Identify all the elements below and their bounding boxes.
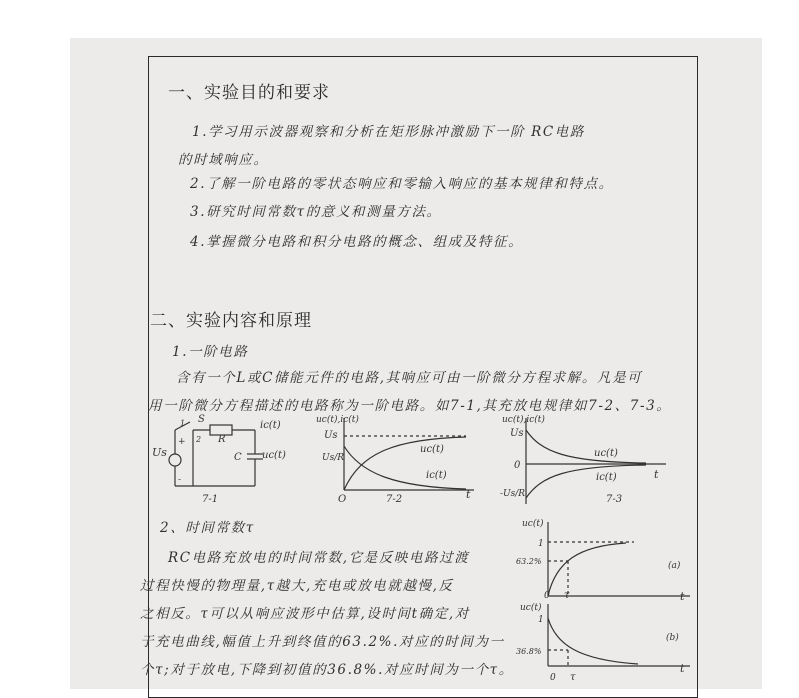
fig71-plus-label: + — [178, 437, 186, 447]
figb-zero-tick: 0 — [550, 673, 556, 683]
section-heading-objectives: 一、实验目的和要求 — [168, 83, 330, 103]
fig72-usr-tick: Us/R — [322, 453, 345, 463]
fig72-t-axis: t — [466, 488, 471, 501]
tau-line-5: 个τ;对于放电,下降到初值的36.8%.对应时间为一个τ。 — [140, 662, 514, 678]
figure-7-1-circuit — [150, 412, 290, 506]
objective-line-4: 4.掌握微分电路和积分电路的概念、组成及特征。 — [190, 234, 524, 250]
fig71-us-label: Us — [152, 446, 167, 459]
figa-t-axis: t — [680, 590, 685, 600]
fig71-caption: 7-1 — [202, 494, 219, 505]
fig72-ic-label: ic(t) — [426, 470, 447, 481]
objective-line-1-cont: 的时域响应。 — [178, 152, 269, 168]
fig73-uc-label: uc(t) — [594, 448, 618, 459]
fig71-node2-label: 2 — [196, 435, 202, 444]
fig73-ic-label: ic(t) — [596, 472, 617, 483]
figb-t-axis: t — [680, 662, 685, 675]
subheading-first-order-circuit: 1.一阶电路 — [172, 344, 249, 360]
figb-pct-tick: 36.8% — [516, 647, 542, 656]
fig71-uc-label: uc(t) — [262, 450, 286, 461]
fig71-r-label: R — [218, 434, 226, 445]
subheading-time-constant: 2、时间常数τ — [160, 520, 255, 536]
fig73-caption: 7-3 — [606, 494, 623, 505]
fig72-ylabel: uc(t),ic(t) — [316, 415, 359, 425]
fig73-zero-tick: 0 — [514, 460, 521, 471]
tau-line-4: 于充电曲线,幅值上升到终值的63.2%.对应的时间为一 — [140, 634, 505, 650]
fig72-uc-label: uc(t) — [420, 444, 444, 455]
fig72-origin: O — [338, 494, 347, 504]
fig71-minus-label: - — [178, 475, 182, 485]
figure-7-2-charging-curves — [316, 412, 486, 504]
fig72-caption: 7-2 — [386, 494, 403, 504]
fig73-us-tick: Us — [510, 428, 524, 439]
principle-line-1: 含有一个L或C储能元件的电路,其响应可由一阶微分方程求解。凡是可 — [176, 370, 643, 386]
figure-a-charging-tau — [514, 516, 692, 600]
figa-pct-tick: 63.2% — [516, 557, 542, 566]
figure-7-3-discharging-curves — [496, 412, 676, 508]
fig73-t-axis: t — [654, 468, 659, 481]
figb-tag: (b) — [666, 633, 679, 643]
figa-tau-tick: τ — [564, 590, 570, 600]
fig71-ic-label: ic(t) — [260, 420, 281, 431]
fig71-c-label: C — [234, 452, 242, 463]
objective-line-1: 1.学习用示波器观察和分析在矩形脉冲激励下一阶 RC电路 — [192, 124, 585, 140]
fig71-node1-label: 1 — [180, 419, 186, 428]
objective-line-2: 2.了解一阶电路的零状态响应和零输入响应的基本规律和特点。 — [190, 176, 614, 192]
figure-b-discharging-tau — [514, 600, 692, 684]
figb-ylabel: uc(t) — [520, 603, 542, 613]
tau-line-1: RC电路充放电的时间常数,它是反映电路过渡 — [168, 550, 470, 566]
fig71-s-label: S — [198, 414, 205, 425]
tau-line-3: 之相反。τ可以从响应波形中估算,设时间t确定,对 — [140, 606, 470, 622]
figa-one-tick: 1 — [538, 539, 544, 549]
figa-ylabel: uc(t) — [522, 519, 544, 529]
fig73-neg-tick: -Us/R — [500, 489, 526, 499]
fig73-ylabel: uc(t),ic(t) — [502, 415, 545, 425]
objective-line-3: 3.研究时间常数τ的意义和测量方法。 — [190, 204, 442, 220]
figb-one-tick: 1 — [538, 615, 544, 625]
figa-zero-tick: 0 — [544, 591, 550, 600]
fig72-us-tick: Us — [324, 430, 338, 441]
tau-line-2: 过程快慢的物理量,τ越大,充电或放电就越慢,反 — [140, 578, 454, 594]
principle-line-2: 用一阶微分方程描述的电路称为一阶电路。如7-1,其充放电规律如7-2、7-3。 — [148, 398, 672, 414]
section-heading-principles: 二、实验内容和原理 — [150, 311, 312, 331]
figb-tau-tick: τ — [570, 672, 576, 683]
figa-tag: (a) — [668, 561, 681, 571]
